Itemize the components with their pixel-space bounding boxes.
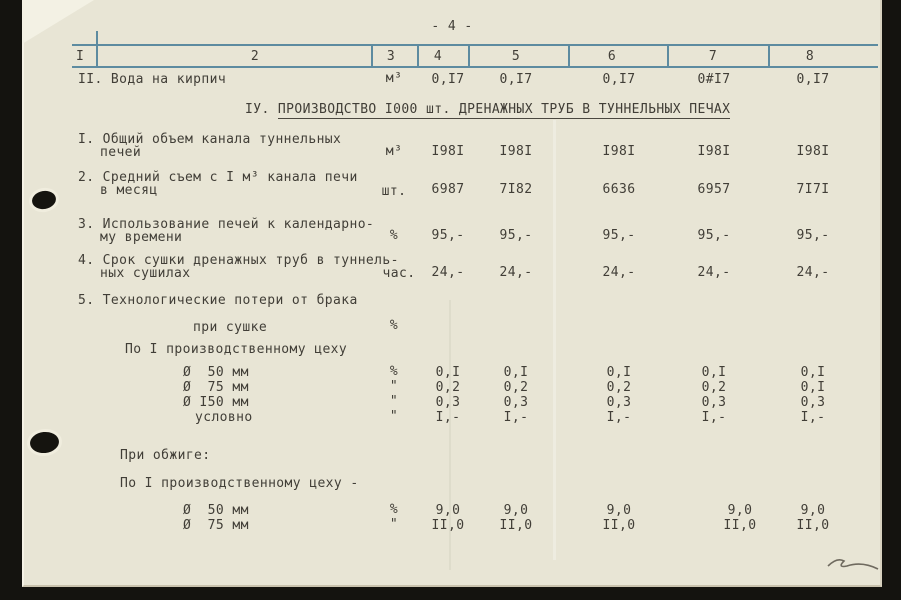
cell-value: 0,2 bbox=[701, 380, 727, 395]
section-title bbox=[245, 103, 730, 116]
cell-value: 24,- bbox=[697, 265, 731, 280]
cell-value: 0,I bbox=[800, 365, 826, 380]
cell-value: 7I7I bbox=[796, 182, 830, 197]
cell-value: 0,3 bbox=[435, 395, 461, 410]
cell-unit: час. bbox=[382, 266, 416, 281]
cell-value: 0,I bbox=[800, 380, 826, 395]
column-separator bbox=[468, 45, 470, 66]
cell-value: 95,- bbox=[499, 228, 533, 243]
row-label-line2: му времени bbox=[100, 230, 183, 245]
row-label-line2: в месяц bbox=[100, 183, 158, 198]
cell-value: 95,- bbox=[796, 228, 830, 243]
cell-value: 0,I bbox=[435, 365, 461, 380]
cell-value: 9,0 bbox=[435, 503, 461, 518]
cell-value: 24,- bbox=[796, 265, 830, 280]
column-separator bbox=[667, 45, 669, 66]
cell-value: 9,0 bbox=[727, 503, 753, 518]
cell-value: 0,2 bbox=[606, 380, 632, 395]
row-label: 3. Использование печей к календарно- bbox=[78, 217, 375, 232]
col-header-4: 4 bbox=[433, 49, 443, 64]
column-separator bbox=[568, 45, 570, 66]
cell-unit: % bbox=[389, 228, 399, 243]
column-separator bbox=[371, 45, 373, 66]
cell-value: II,0 bbox=[431, 518, 465, 533]
page-number: - 4 - bbox=[431, 19, 473, 34]
pen-mark bbox=[822, 550, 884, 576]
cell-value: 9,0 bbox=[606, 503, 632, 518]
cell-value: II,0 bbox=[723, 518, 757, 533]
column-separator bbox=[417, 45, 419, 66]
row-label: при сушке bbox=[193, 320, 268, 335]
row-label: 5. Технологические потери от брака bbox=[78, 293, 358, 308]
cell-value: 24,- bbox=[602, 265, 636, 280]
cell-unit: " bbox=[389, 409, 399, 424]
row-label: I. Общий объем канала туннельных bbox=[78, 132, 342, 147]
col-header-3: 3 bbox=[386, 49, 396, 64]
cell-unit: " bbox=[389, 394, 399, 409]
cell-unit: % bbox=[389, 318, 399, 333]
cell-value: 0,I bbox=[701, 365, 727, 380]
cell-value: 95,- bbox=[602, 228, 636, 243]
cell-value: 0,2 bbox=[503, 380, 529, 395]
row-label: По I производственному цеху bbox=[125, 342, 348, 357]
cell-value: 9,0 bbox=[800, 503, 826, 518]
table-rule-bottom bbox=[72, 66, 878, 68]
cell-value: 0,3 bbox=[606, 395, 632, 410]
col-header-8: 8 bbox=[805, 49, 815, 64]
column-separator bbox=[768, 45, 770, 66]
cell-value: 6636 bbox=[602, 182, 636, 197]
cell-value: II,0 bbox=[602, 518, 636, 533]
cell-value: 0,I7 bbox=[796, 72, 830, 87]
col-header-2: 2 bbox=[250, 49, 260, 64]
cell-value: I,- bbox=[701, 410, 727, 425]
cell-value: 7I82 bbox=[499, 182, 533, 197]
cell-value: II,0 bbox=[499, 518, 533, 533]
paper-crease bbox=[553, 120, 556, 560]
row-label: 4. Срок сушки дренажных труб в туннель- bbox=[78, 253, 399, 268]
row-label: При обжиге: bbox=[120, 448, 211, 463]
cell-unit: % bbox=[389, 502, 399, 517]
cell-value: 0,2 bbox=[435, 380, 461, 395]
row-label: Ø 75 мм bbox=[183, 380, 249, 395]
row-label-line2: печей bbox=[100, 145, 142, 160]
cell-unit: " bbox=[389, 379, 399, 394]
cell-value: 95,- bbox=[697, 228, 731, 243]
cell-value: 0,I bbox=[503, 365, 529, 380]
section-title-text: ПРОИЗВОДСТВО I000 шт. ДРЕНАЖНЫХ ТРУБ В ТУННЕЛЬНЫХ ПЕЧАХ bbox=[277, 102, 731, 117]
row-label: Ø 75 мм bbox=[183, 518, 249, 533]
cell-value: 0#I7 bbox=[697, 72, 731, 87]
cell-value: 95,- bbox=[431, 228, 465, 243]
cell-value: I,- bbox=[606, 410, 632, 425]
cell-value: 6957 bbox=[697, 182, 731, 197]
cell-value: I,- bbox=[800, 410, 826, 425]
col-header-6: 6 bbox=[607, 49, 617, 64]
row-label: Ø 50 мм bbox=[183, 365, 249, 380]
cell-value: 0,I bbox=[606, 365, 632, 380]
cell-value: I,- bbox=[435, 410, 461, 425]
row-label: По I производственному цеху - bbox=[120, 476, 359, 491]
col-header-7: 7 bbox=[708, 49, 718, 64]
cell-value: 0,I7 bbox=[602, 72, 636, 87]
table-rule-tick bbox=[96, 31, 98, 44]
cell-unit: " bbox=[389, 517, 399, 532]
column-separator bbox=[96, 45, 98, 66]
table-rule-top bbox=[72, 44, 878, 46]
cell-value: II,0 bbox=[796, 518, 830, 533]
cell-value: I98I bbox=[602, 144, 636, 159]
cell-value: I,- bbox=[503, 410, 529, 425]
cell-value: 9,0 bbox=[503, 503, 529, 518]
cell-unit: % bbox=[389, 364, 399, 379]
col-header-5: 5 bbox=[511, 49, 521, 64]
cell-value: 24,- bbox=[499, 265, 533, 280]
cell-value: I98I bbox=[697, 144, 731, 159]
cell-value: 0,3 bbox=[800, 395, 826, 410]
col-header-1: I bbox=[76, 49, 85, 64]
cell-unit: шт. bbox=[381, 184, 407, 199]
cell-value: 24,- bbox=[431, 265, 465, 280]
cell-value: 0,3 bbox=[503, 395, 529, 410]
row-label: 2. Средний съем с I м³ канала печи bbox=[78, 170, 358, 185]
row-label: условно bbox=[195, 410, 253, 425]
row-label-line2: ных сушилах bbox=[100, 266, 191, 281]
cell-value: I98I bbox=[796, 144, 830, 159]
cell-value: I98I bbox=[431, 144, 465, 159]
cell-value: 6987 bbox=[431, 182, 465, 197]
cell-value: 0,3 bbox=[701, 395, 727, 410]
section-title-prefix: IУ. bbox=[245, 102, 278, 117]
row-label: Ø 50 мм bbox=[183, 503, 249, 518]
cell-value: 0,I7 bbox=[431, 72, 465, 87]
cell-unit: м³ bbox=[385, 144, 403, 159]
cell-unit: м³ bbox=[385, 71, 403, 86]
cell-value: I98I bbox=[499, 144, 533, 159]
cell-value: 0,I7 bbox=[499, 72, 533, 87]
row-label: Ø I50 мм bbox=[183, 395, 249, 410]
row-label: II. Вода на кирпич bbox=[78, 72, 227, 87]
